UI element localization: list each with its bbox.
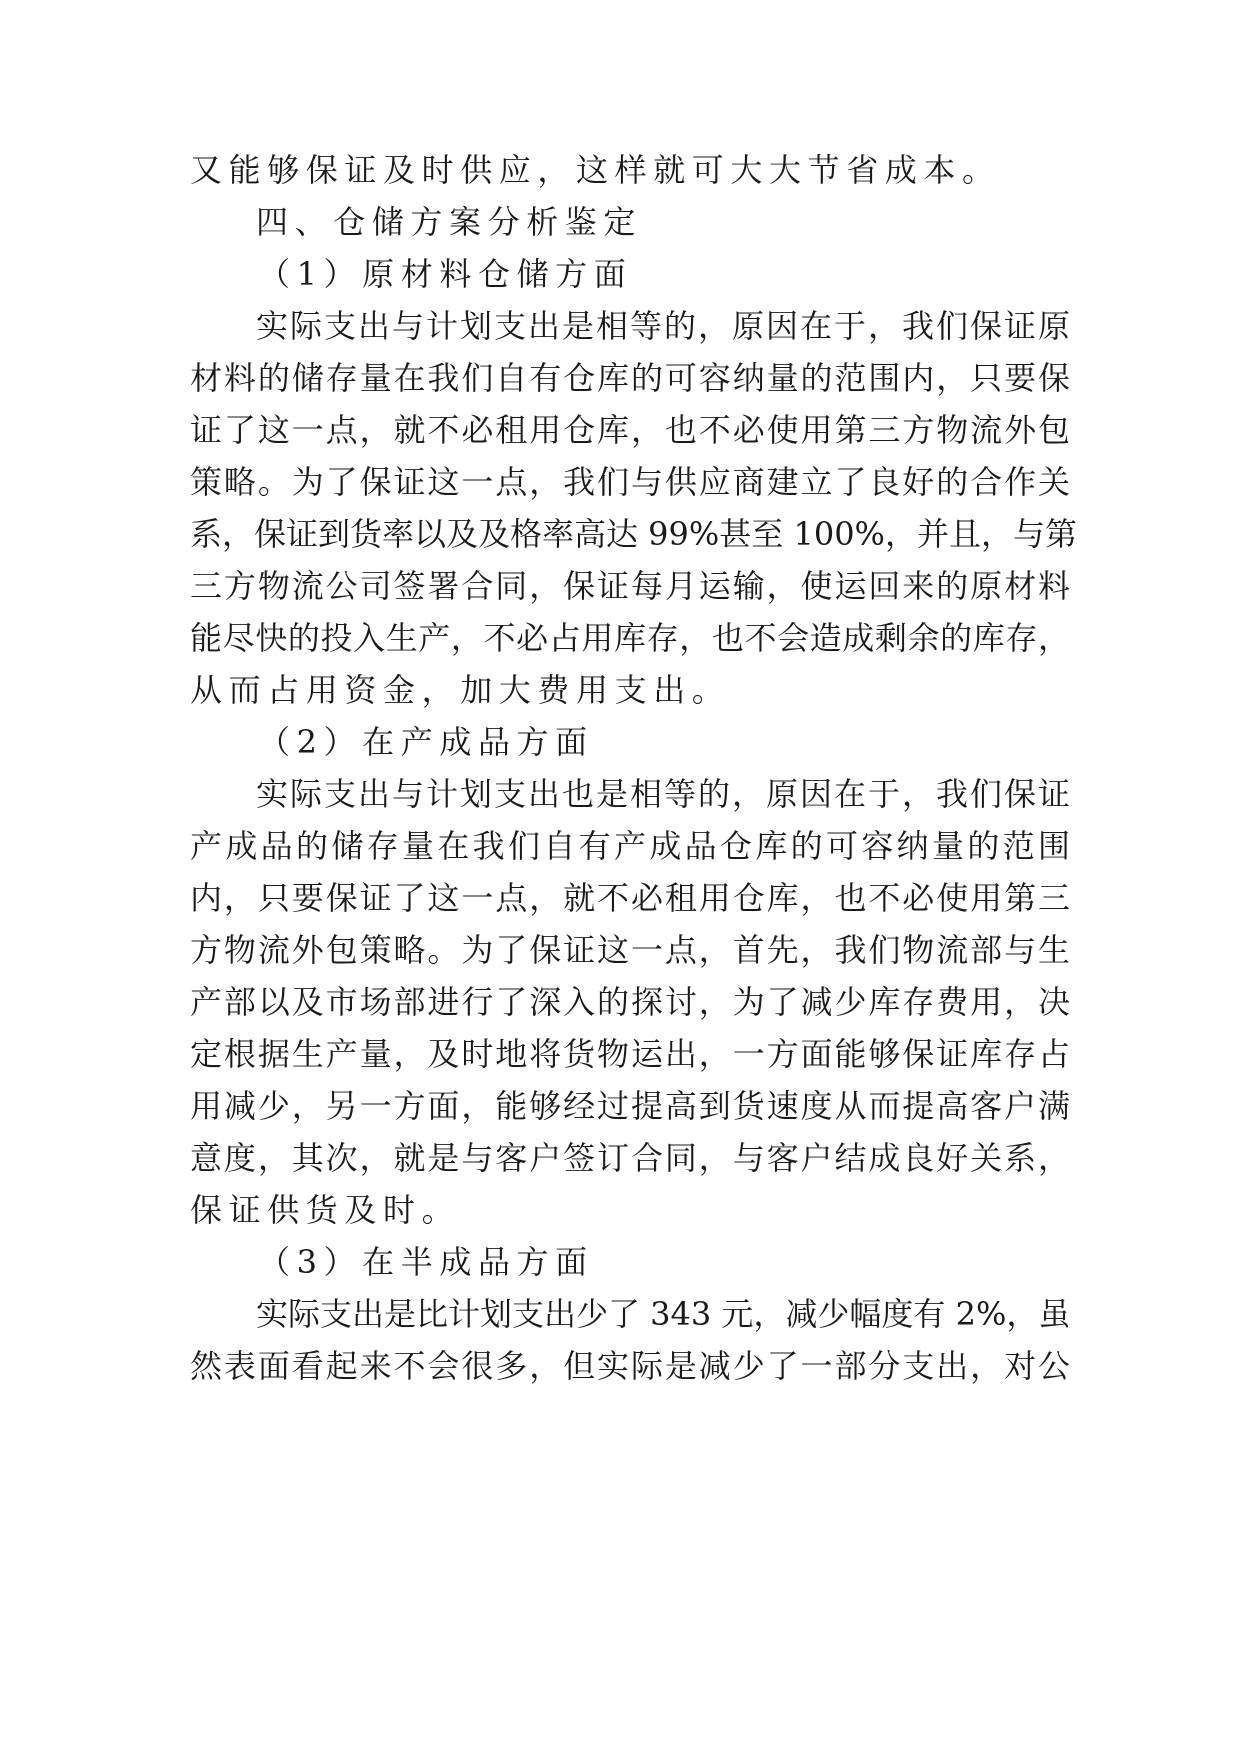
paragraph-line: 用减少，另一方面，能够经过提高到货速度从而提高客户满 <box>190 1087 1070 1125</box>
paragraph-line: 三方物流公司签署合同，保证每月运输，使运回来的原材料 <box>190 567 1070 605</box>
paragraph-line: 实际支出与计划支出也是相等的，原因在于，我们保证 <box>256 775 1070 813</box>
paragraph-line: 实际支出与计划支出是相等的，原因在于，我们保证原 <box>256 307 1070 345</box>
paragraph-line: 方物流外包策略。为了保证这一点，首先，我们物流部与生 <box>190 931 1070 969</box>
section-heading: 四、仓储方案分析鉴定 <box>256 203 643 241</box>
paragraph-line: 证了这一点，就不必租用仓库，也不必使用第三方物流外包 <box>190 411 1070 449</box>
paragraph-line: 产部以及市场部进行了深入的探讨，为了减少库存费用，决 <box>190 983 1070 1021</box>
paragraph-line: 系，保证到货率以及及格率高达 99%甚至 100%，并且，与第 <box>190 515 1077 553</box>
paragraph-line: 产成品的储存量在我们自有产成品仓库的可容纳量的范围 <box>190 827 1070 865</box>
paragraph-line: 又能够保证及时供应，这样就可大大节省成本。 <box>190 151 1001 189</box>
paragraph-line: 意度，其次，就是与客户签订合同，与客户结成良好关系， <box>190 1139 1070 1177</box>
paragraph-line: 从而占用资金，加大费用支出。 <box>190 671 731 709</box>
paragraph-line: 材料的储存量在我们自有仓库的可容纳量的范围内，只要保 <box>190 359 1070 397</box>
paragraph-line: 实际支出是比计划支出少了 343 元，减少幅度有 2%，虽 <box>256 1295 1071 1333</box>
paragraph-line: 保证供货及时。 <box>190 1191 461 1229</box>
paragraph-line: 策略。为了保证这一点，我们与供应商建立了良好的合作关 <box>190 463 1070 501</box>
paragraph-line: 然表面看起来不会很多，但实际是减少了一部分支出，对公 <box>190 1347 1070 1385</box>
paragraph-line: 内，只要保证了这一点，就不必租用仓库，也不必使用第三 <box>190 879 1070 917</box>
paragraph-line: 定根据生产量，及时地将货物运出，一方面能够保证库存占 <box>190 1035 1070 1073</box>
subsection-heading: （1）原材料仓储方面 <box>258 255 633 293</box>
subsection-heading: （3）在半成品方面 <box>258 1243 594 1281</box>
paragraph-line: 能尽快的投入生产，不必占用库存，也不会造成剩余的库存， <box>190 619 1070 657</box>
subsection-heading: （2）在产成品方面 <box>258 723 594 761</box>
